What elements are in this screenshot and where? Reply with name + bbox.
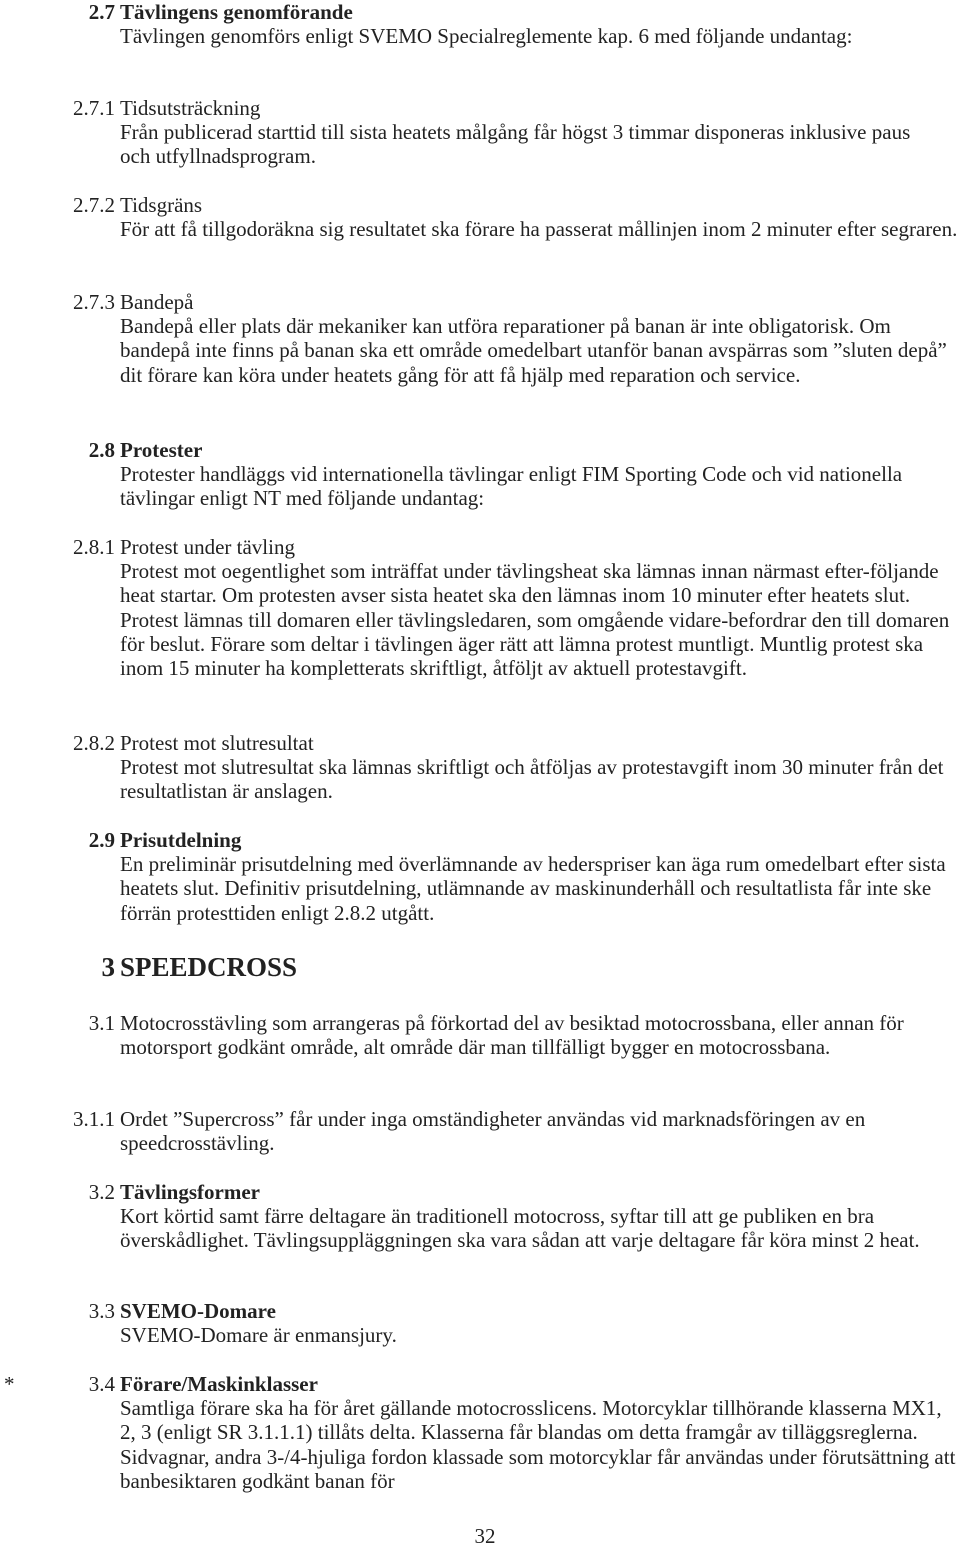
section-text: En preliminär prisutdelning med överlämnande av hederspriser kan äga rum omedelbart efter sista heatets slut. Definitiv prisutdelning, utlämnande av maskinunderhåll och resultatlista får inte ske förrän protesttiden enligt 2.8.2 utgått. — [120, 852, 946, 925]
section-text: Tävlingen genomförs enligt SVEMO Specialreglemente kap. 6 med följande undantag: — [120, 24, 853, 49]
section-text: Protest mot oegentlighet som inträffat under tävlingsheat ska lämnas innan närmast efter-följande heat startar. Om protesten avser sista heatet ska den lämnas inom 10 minuter efter heatets slut. Protest lämnas till domaren eller tävlingsledaren, som omgående vidare-befordrar den till domaren för beslut. Förare som deltar i tävlingen äger rätt att lämna protest muntligt. Muntlig protest ska inom 15 minuter ha kompletterats skriftligt, åtföljt av aktuell protestavgift. — [120, 559, 950, 681]
section-2-8-1 — [0, 535, 960, 680]
section-number: 3.3 — [88, 1299, 115, 1323]
section-text: Protest mot slutresultat ska lämnas skriftligt och åtföljas av protestavgift inom 30 minuter från det resultatlistan är anslagen. — [120, 755, 944, 804]
section-3-1-1 — [0, 1107, 960, 1155]
chapter-number: 3 — [101, 952, 115, 982]
section-heading: Protest under tävling — [120, 535, 295, 559]
section-3-3 — [0, 1299, 960, 1347]
section-heading: Förare/Maskinklasser — [120, 1372, 318, 1396]
section-number: 2.7.1 — [73, 96, 115, 120]
section-heading: Bandepå — [120, 290, 194, 314]
section-heading: Protester — [120, 438, 203, 462]
section-heading: Tävlingens genomförande — [120, 0, 353, 24]
section-text: Samtliga förare ska ha för året gällande motocrosslicens. Motorcyklar tillhörande klasserna MX1, 2, 3 (enligt SR 3.1.1.1) tillåts delta. Klasserna får blandas om detta framgår av tilläggsreglerna. Sidvagnar, andra 3-/4-hjuliga fordon klassade som motorcyklar får användas under förutsättning att banbesiktaren godkänt banan för — [120, 1396, 956, 1493]
section-heading: Tidsgräns — [120, 193, 203, 217]
section-heading: SVEMO-Domare — [120, 1299, 276, 1323]
section-heading: Protest mot slutresultat — [120, 731, 314, 755]
section-2-8-2 — [0, 731, 960, 804]
chapter-3 — [0, 952, 960, 982]
section-text: SVEMO-Domare är enmansjury. — [120, 1323, 397, 1348]
section-heading: Tidsutsträckning — [120, 96, 261, 120]
section-number: 2.7.2 — [73, 193, 115, 217]
section-heading: Tävlingsformer — [120, 1180, 260, 1204]
section-number: 2.8.2 — [73, 731, 115, 755]
section-text: Bandepå eller plats där mekaniker kan utföra reparationer på banan är inte obligatorisk. Om bandepå inte finns på banan ska ett område omedelbart utanför banan avspärras som ”sluten depå” dit förare kan köra under heatets gång för att få hjälp med reparation och service. — [120, 314, 947, 387]
section-3-2 — [0, 1180, 960, 1253]
section-number: 3.1 — [88, 1011, 115, 1035]
section-number: 2.9 — [88, 828, 115, 852]
section-2-8 — [0, 438, 960, 511]
section-2-7-1 — [0, 96, 960, 169]
section-text: Ordet ”Supercross” får under inga omständigheter användas vid marknadsföringen av en speedcrosstävling. — [120, 1107, 866, 1156]
section-2-7-2 — [0, 193, 960, 241]
section-text: Motocrosstävling som arrangeras på förkortad del av besiktad motocrossbana, eller annan för motorsport godkänt område, alt område där man tillfälligt bygger en motocrossbana. — [120, 1011, 904, 1060]
section-number: 2.8.1 — [73, 535, 115, 559]
section-3-1 — [0, 1011, 960, 1059]
section-heading: Prisutdelning — [120, 828, 242, 852]
section-number: 3.4 — [88, 1372, 115, 1396]
change-marker: * — [4, 1372, 15, 1396]
section-text: Protester handläggs vid internationella tävlingar enligt FIM Sporting Code och vid nationella tävlingar enligt NT med följande undantag: — [120, 462, 903, 511]
section-2-9 — [0, 828, 960, 925]
section-number: 3.2 — [88, 1180, 115, 1204]
section-text: För att få tillgodoräkna sig resultatet ska förare ha passerat mållinjen inom 2 minuter efter segraren. — [120, 217, 958, 242]
section-number: 2.7 — [88, 0, 115, 24]
section-number: 2.7.3 — [73, 290, 115, 314]
section-text: Kort körtid samt färre deltagare än traditionell motocross, syftar till att ge publiken en bra överskådlighet. Tävlingsuppläggningen ska vara sådan att varje deltagare får köra minst 2 heat. — [120, 1204, 920, 1253]
section-number: 2.8 — [88, 438, 115, 462]
section-number: 3.1.1 — [73, 1107, 115, 1131]
chapter-title: SPEEDCROSS — [120, 952, 298, 982]
section-3-4 — [0, 1372, 960, 1493]
page-number: 32 — [474, 1524, 496, 1548]
section-2-7-3 — [0, 290, 960, 387]
section-text: Från publicerad starttid till sista heatets målgång får högst 3 timmar disponeras inklusive paus och utfyllnadsprogram. — [120, 120, 911, 169]
section-2-7 — [0, 0, 960, 48]
